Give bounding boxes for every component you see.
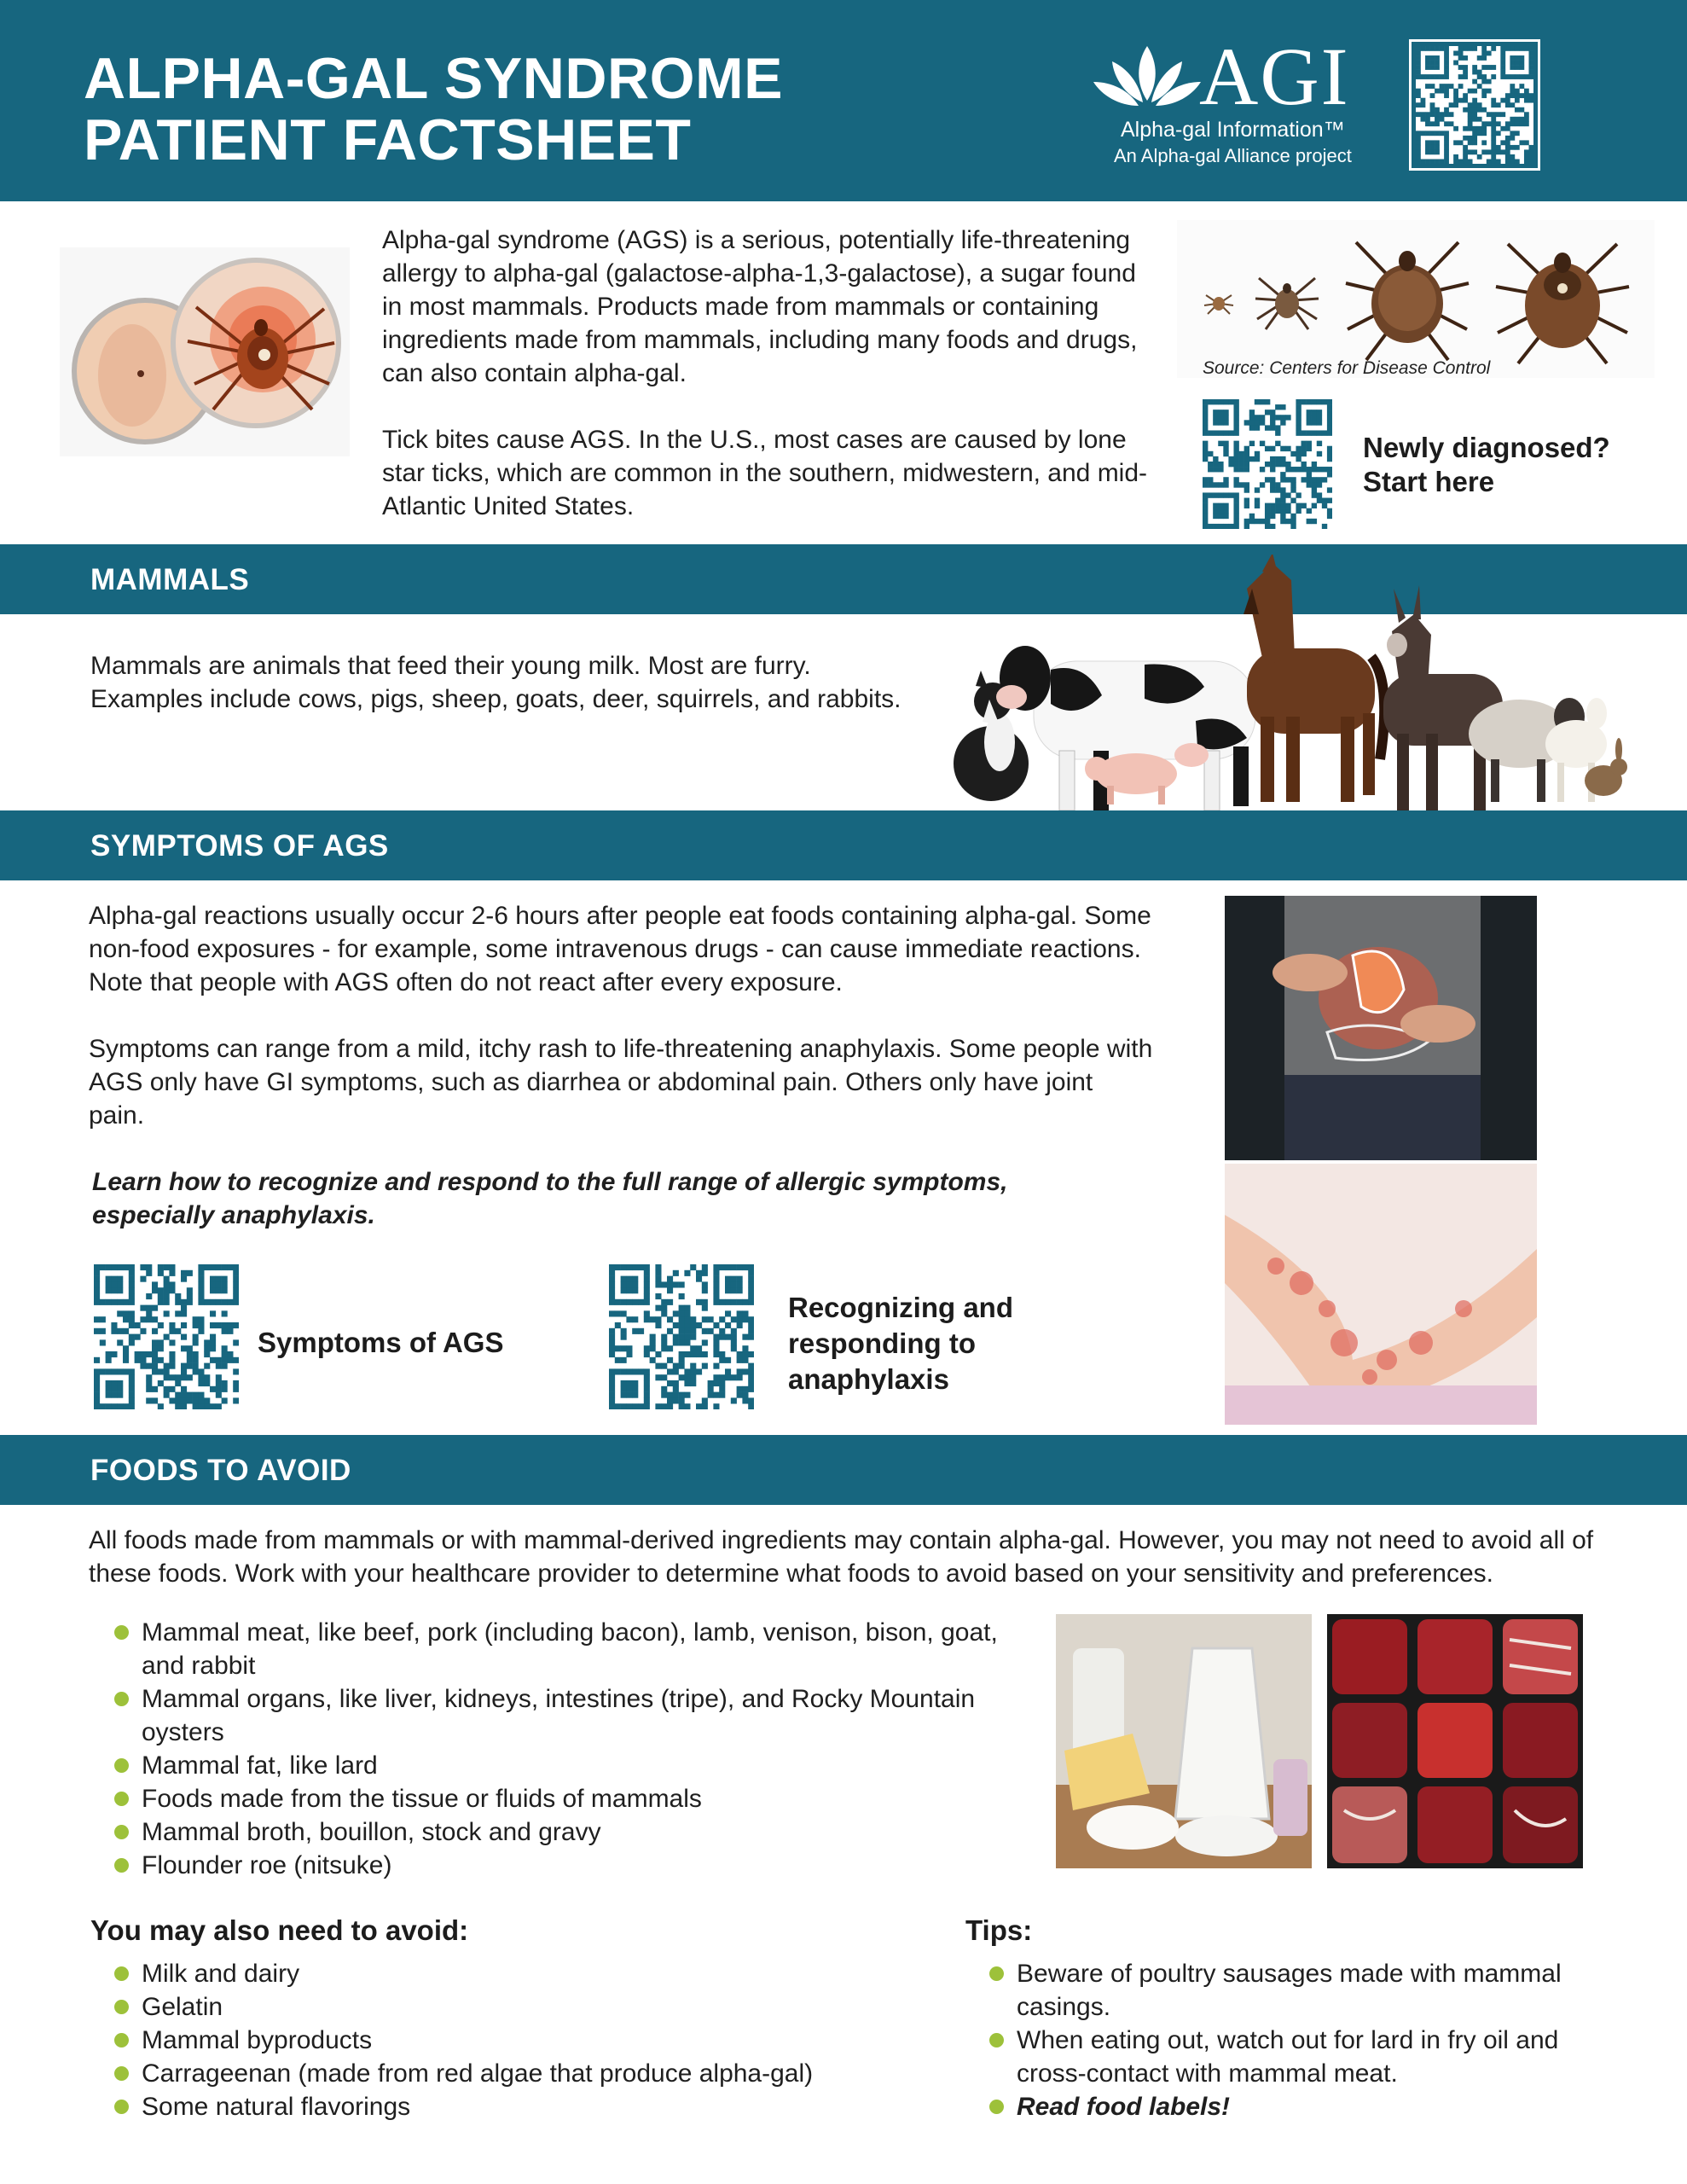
symptoms-paragraph-1: Alpha-gal reactions usually occur 2-6 hours after people eat foods containing alpha-gal. Some non-food exposures - for example, some intravenous drugs - can cause immediate reactions. Note that people with AGS often do not react after every exposure. bbox=[89, 902, 1151, 996]
tick-image-source: Source: Centers for Disease Control bbox=[1203, 358, 1491, 378]
title-line-2: PATIENT FACTSHEET bbox=[84, 107, 692, 172]
list-item: When eating out, watch out for lard in fry oil and cross-contact with mammal meat. bbox=[967, 2024, 1615, 2090]
intro-paragraph-1: Alpha-gal syndrome (AGS) is a serious, potentially life-threatening allergy to alpha-gal (galactose-alpha-1,3-galactose), a sugar found in most mammals. Products made from mammals or containing ingredients made from mammals, including many foods and drugs, can also contain alpha-gal. bbox=[382, 226, 1138, 387]
header-qr-code[interactable] bbox=[1409, 39, 1540, 171]
anaphylaxis-label-line-2: responding to bbox=[788, 1327, 976, 1359]
intro-paragraph-2: Tick bites cause AGS. In the U.S., most cases are caused by lone star ticks, which are common in the southern, midwestern, and mid-Atlantic United States. bbox=[382, 426, 1148, 520]
meat-photo bbox=[1327, 1614, 1583, 1868]
newly-diagnosed-qr-code[interactable] bbox=[1203, 399, 1332, 529]
list-item: Mammal fat, like lard bbox=[92, 1749, 1013, 1782]
qr-code-icon bbox=[1416, 46, 1533, 164]
symptoms-text bbox=[89, 899, 1155, 1232]
list-item: Read food labels! bbox=[967, 2090, 1615, 2123]
list-item: Carrageenan (made from red algae that produce alpha-gal) bbox=[92, 2057, 928, 2090]
logo-tagline: An Alpha-gal Alliance project bbox=[1114, 145, 1352, 166]
list-item: Mammal meat, like beef, pork (including bacon), lamb, venison, bison, goat, and rabbit bbox=[92, 1616, 1013, 1682]
dairy-photo bbox=[1056, 1614, 1312, 1868]
mammals-text bbox=[90, 649, 943, 716]
mammals-heading: MAMMALS bbox=[90, 563, 250, 596]
list-item: Mammal byproducts bbox=[92, 2024, 928, 2057]
list-item: Gelatin bbox=[92, 1990, 928, 2024]
symptoms-paragraph-2: Symptoms can range from a mild, itchy rash to life-threatening anaphylaxis. Some people with AGS only have GI symptoms, such as diarrhea or abdominal pain. Others only have joint pain. bbox=[89, 1035, 1153, 1130]
symptoms-heading: SYMPTOMS OF AGS bbox=[90, 829, 389, 863]
mammals-illustration bbox=[948, 555, 1631, 810]
mammals-line-2: Examples include cows, pigs, sheep, goats, deer, squirrels, and rabbits. bbox=[90, 685, 901, 713]
anaphylaxis-qr-label[interactable] bbox=[788, 1290, 1013, 1397]
agi-logo[interactable] bbox=[1090, 31, 1380, 172]
foods-list bbox=[92, 1616, 1013, 1882]
list-item: Mammal broth, bouillon, stock and gravy bbox=[92, 1815, 1013, 1849]
newly-diagnosed-link[interactable] bbox=[1363, 431, 1610, 499]
anaphylaxis-label-line-3: anaphylaxis bbox=[788, 1363, 949, 1395]
tick-life-stages-image bbox=[1177, 220, 1655, 378]
lotus-icon bbox=[1092, 39, 1203, 116]
also-avoid-heading: You may also need to avoid: bbox=[90, 1914, 469, 1946]
qr-code-icon bbox=[1203, 399, 1332, 529]
newly-diagnosed-line-1: Newly diagnosed? bbox=[1363, 432, 1610, 463]
intro-text bbox=[382, 224, 1150, 556]
mammals-line-1: Mammals are animals that feed their young milk. Most are furry. bbox=[90, 652, 811, 680]
symptoms-emphasis: Learn how to recognize and respond to the full range of allergic symptoms, especially anaphylaxis. bbox=[92, 1168, 1008, 1229]
symptoms-section-header bbox=[0, 810, 1687, 880]
anaphylaxis-label-line-1: Recognizing and bbox=[788, 1292, 1013, 1323]
symptoms-qr-code[interactable] bbox=[94, 1264, 239, 1409]
foods-intro: All foods made from mammals or with mammal-derived ingredients may contain alpha-gal. However, you may not need to avoid all of these foods. Work with your healthcare provider to determine what foods to avoid based on your sensitivity and preferences. bbox=[89, 1526, 1594, 1588]
tick-bite-illustration bbox=[60, 247, 350, 456]
arm-rash-photo bbox=[1225, 1164, 1537, 1425]
title-line-1: ALPHA-GAL SYNDROME bbox=[84, 46, 783, 111]
symptoms-qr-label[interactable]: Symptoms of AGS bbox=[258, 1327, 504, 1358]
tips-list bbox=[967, 1957, 1615, 2123]
anaphylaxis-qr-code[interactable] bbox=[609, 1264, 754, 1409]
qr-code-icon bbox=[609, 1264, 754, 1409]
logo-subtitle: Alpha-gal Information™ bbox=[1121, 118, 1345, 142]
list-item: Mammal organs, like liver, kidneys, intestines (tripe), and Rocky Mountain oysters bbox=[92, 1682, 1013, 1749]
newly-diagnosed-line-2: Start here bbox=[1363, 466, 1495, 497]
foods-section-header bbox=[0, 1435, 1687, 1505]
list-item: Some natural flavorings bbox=[92, 2090, 928, 2123]
foods-heading: FOODS TO AVOID bbox=[90, 1454, 351, 1487]
logo-wordmark: AGI bbox=[1199, 31, 1350, 122]
list-item: Foods made from the tissue or fluids of mammals bbox=[92, 1782, 1013, 1815]
list-item: Beware of poultry sausages made with mammal casings. bbox=[967, 1957, 1615, 2024]
also-avoid-list bbox=[92, 1957, 928, 2123]
page-title bbox=[84, 48, 783, 171]
tips-heading: Tips: bbox=[965, 1914, 1033, 1946]
qr-code-icon bbox=[94, 1264, 239, 1409]
list-item: Milk and dairy bbox=[92, 1957, 928, 1990]
list-item: Flounder roe (nitsuke) bbox=[92, 1849, 1013, 1882]
stomach-pain-photo bbox=[1225, 896, 1537, 1160]
